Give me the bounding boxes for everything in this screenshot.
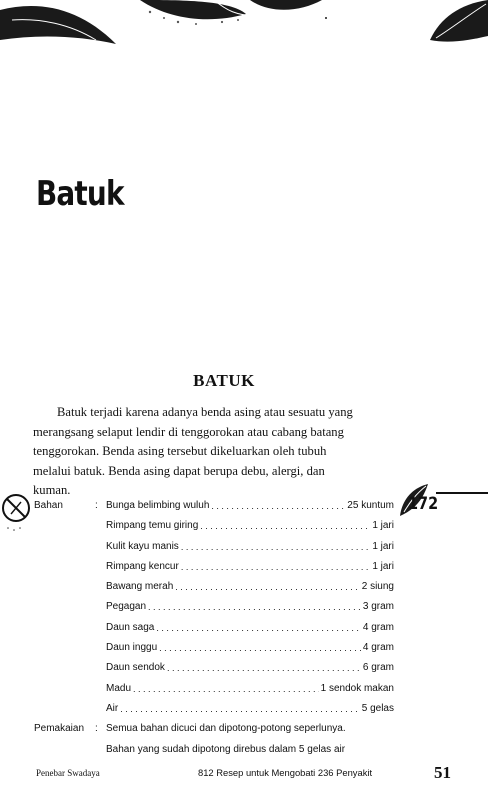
ingredient-quantity: 6 gram [362,662,394,674]
dot-leader [211,496,345,517]
chapter-title: Batuk [36,174,124,214]
ingredient-row [34,496,394,516]
ingredient-name: Air [106,702,119,714]
ingredient-name: Daun inggu [106,642,158,654]
ingredient-name: Daun saga [106,621,155,633]
recipe-number: 172 [408,494,439,514]
intro-paragraph [33,403,363,501]
no-sign-icon [0,488,38,536]
intro-text: Batuk terjadi karena adanya benda asing atau sesuatu yang merangsang selaput lendir di tenggorokan atau cabang batang tenggorokan. Benda asing tersebut dikeluarkan oleh tubuh melalui batuk. Benda asing dapat berupa debu, alergi, dan kuman. [33,405,353,498]
ingredient-quantity: 2 siung [361,581,394,593]
colon: : [95,723,98,735]
ingredient-quantity: 3 gram [362,601,394,613]
ingredient-quantity: 1 jari [372,560,394,572]
dot-leader [200,516,370,537]
ingredient-row [34,597,394,617]
ingredient-quantity: 5 gelas [361,702,394,714]
leaf-banner-decoration [0,0,488,52]
dot-leader [167,658,361,679]
ingredient-name: Bunga belimbing wuluh [106,500,210,511]
dot-leader [133,679,319,700]
ingredient-quantity: 4 gram [362,621,394,633]
ingredient-row [34,618,394,638]
footer-publisher: Penebar Swadaya [36,768,100,778]
ingredient-row [34,658,394,678]
ingredient-name: Rimpang kencur [106,560,179,572]
footer-page-number: 51 [434,763,451,782]
ingredient-row [34,557,394,577]
usage-line: Semua bahan dicuci dan dipotong-potong seperlunya. [106,723,346,735]
usage-row [34,719,394,739]
pemakaian-label: Pemakaian [34,723,85,735]
ingredient-name: Madu [106,682,132,694]
usage-line: Bahan yang sudah dipotong direbus dalam 5 gelas air [106,743,346,755]
ingredient-quantity: 25 kuntum [347,500,394,511]
ingredient-name: Bawang merah [106,581,174,593]
ingredient-row [34,679,394,699]
ingredient-quantity: 1 jari [372,520,394,532]
ingredient-row [34,516,394,536]
section-heading: BATUK [193,371,255,390]
ingredient-name: Daun sendok [106,662,165,674]
ingredient-row [34,638,394,658]
bahan-label: Bahan [34,500,63,511]
dot-leader [181,557,371,578]
ingredient-quantity: 1 sendok makan [320,682,394,694]
usage-row [34,740,394,760]
ingredient-row [34,537,394,557]
colon: : [95,500,98,511]
dot-leader [159,638,361,659]
ingredient-row [34,577,394,597]
dot-leader [181,537,371,558]
ingredient-name: Rimpang temu giring [106,520,199,532]
dot-leader [148,597,361,618]
ingredient-row [34,699,394,719]
recipe-block [34,496,394,760]
ingredient-name: Kulit kayu manis [106,540,179,552]
dot-leader [175,577,359,598]
ingredient-quantity: 4 gram [362,642,394,654]
dot-leader [156,618,361,639]
dot-leader [120,699,360,720]
ingredient-name: Pegagan [106,601,147,613]
footer-book-title: 812 Resep untuk Mengobati 236 Penyakit [198,767,373,778]
ingredient-quantity: 1 jari [372,540,394,552]
